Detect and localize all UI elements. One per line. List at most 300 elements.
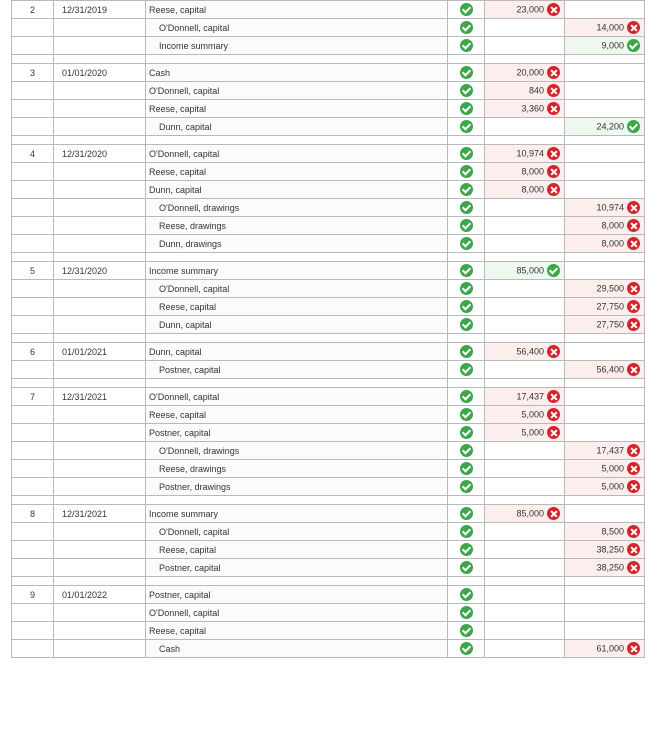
- account-select[interactable]: Postner, capital: [146, 586, 448, 604]
- credit-amount-input[interactable]: [565, 343, 645, 361]
- account-select[interactable]: Dunn, capital: [146, 316, 448, 334]
- spacer-cell: [12, 334, 54, 343]
- x-circle-icon: [547, 147, 560, 160]
- account-status-cell: [448, 235, 485, 253]
- x-circle-icon: [547, 165, 560, 178]
- account-status-cell: [448, 622, 485, 640]
- debit-amount-input[interactable]: [485, 145, 565, 163]
- journal-row: [12, 505, 645, 523]
- check-circle-icon: [627, 120, 640, 133]
- spacer-cell: [448, 577, 485, 586]
- account-select[interactable]: Postner, drawings: [146, 478, 448, 496]
- spacer-cell: [448, 379, 485, 388]
- spacer-cell: [54, 334, 146, 343]
- spacer-cell: [565, 55, 645, 64]
- x-circle-icon: [627, 480, 640, 493]
- credit-amount-input[interactable]: [565, 64, 645, 82]
- spacer-cell: [485, 55, 565, 64]
- account-select[interactable]: O'Donnell, capital: [146, 19, 448, 37]
- spacer-cell: [54, 577, 146, 586]
- spacer-cell: [12, 577, 54, 586]
- spacer-cell: [54, 136, 146, 145]
- spacer-row: [12, 577, 645, 586]
- credit-amount-input[interactable]: [565, 163, 645, 181]
- account-status-cell: [448, 442, 485, 460]
- entry-number: [12, 280, 54, 298]
- entry-date[interactable]: [54, 280, 146, 298]
- spacer-cell: [448, 253, 485, 262]
- account-select[interactable]: O'Donnell, capital: [146, 280, 448, 298]
- journal-row: [12, 1, 645, 19]
- spacer-cell: [54, 55, 146, 64]
- journal-row: [12, 163, 645, 181]
- check-circle-icon: [460, 345, 473, 358]
- entry-date[interactable]: [54, 541, 146, 559]
- debit-amount-input[interactable]: [485, 118, 565, 136]
- spacer-cell: [146, 496, 448, 505]
- entry-date[interactable]: [54, 523, 146, 541]
- check-circle-icon: [460, 408, 473, 421]
- debit-amount-input[interactable]: [485, 640, 565, 658]
- journal-row: [12, 361, 645, 379]
- check-circle-icon: [460, 642, 473, 655]
- account-select[interactable]: Income summary: [146, 262, 448, 280]
- spacer-cell: [146, 334, 448, 343]
- account-status-cell: [448, 343, 485, 361]
- check-circle-icon: [460, 525, 473, 538]
- x-circle-icon: [627, 318, 640, 331]
- account-select[interactable]: Reese, capital: [146, 163, 448, 181]
- account-status-cell: [448, 298, 485, 316]
- check-circle-icon: [460, 480, 473, 493]
- credit-amount-value: 24,200: [596, 121, 624, 132]
- credit-amount-input[interactable]: [565, 37, 645, 55]
- entry-date[interactable]: 12/31/2020: [54, 262, 146, 280]
- credit-amount-input[interactable]: [565, 586, 645, 604]
- entry-number: [12, 640, 54, 658]
- check-circle-icon: [460, 264, 473, 277]
- entry-date[interactable]: [54, 19, 146, 37]
- debit-amount-input[interactable]: [485, 1, 565, 19]
- journal-row: [12, 388, 645, 406]
- x-circle-icon: [547, 3, 560, 16]
- spacer-cell: [146, 136, 448, 145]
- credit-amount-value: 56,400: [596, 364, 624, 375]
- credit-amount-input[interactable]: [565, 604, 645, 622]
- debit-amount-input[interactable]: [485, 316, 565, 334]
- x-circle-icon: [547, 66, 560, 79]
- debit-amount-input[interactable]: [485, 163, 565, 181]
- entry-number: [12, 622, 54, 640]
- credit-amount-input[interactable]: [565, 199, 645, 217]
- debit-amount-input[interactable]: [485, 541, 565, 559]
- credit-amount-input[interactable]: [565, 505, 645, 523]
- entry-number: [12, 361, 54, 379]
- debit-amount-value: 56,400: [516, 346, 544, 357]
- spacer-cell: [485, 334, 565, 343]
- account-status-cell: [448, 145, 485, 163]
- debit-amount-input[interactable]: [485, 460, 565, 478]
- account-select[interactable]: O'Donnell, drawings: [146, 199, 448, 217]
- debit-amount-input[interactable]: [485, 388, 565, 406]
- debit-amount-input[interactable]: [485, 478, 565, 496]
- account-status-cell: [448, 163, 485, 181]
- entry-date[interactable]: [54, 442, 146, 460]
- debit-amount-input[interactable]: [485, 523, 565, 541]
- debit-amount-input[interactable]: [485, 262, 565, 280]
- credit-amount-value: 27,750: [596, 301, 624, 312]
- x-circle-icon: [627, 642, 640, 655]
- entry-number: [12, 406, 54, 424]
- check-circle-icon: [460, 84, 473, 97]
- account-select[interactable]: Dunn, capital: [146, 181, 448, 199]
- account-select[interactable]: Reese, capital: [146, 541, 448, 559]
- credit-amount-input[interactable]: [565, 622, 645, 640]
- account-select[interactable]: O'Donnell, capital: [146, 523, 448, 541]
- entry-number: [12, 316, 54, 334]
- journal-row: [12, 622, 645, 640]
- credit-amount-input[interactable]: [565, 361, 645, 379]
- spacer-cell: [565, 577, 645, 586]
- entry-number: [12, 478, 54, 496]
- account-status-cell: [448, 64, 485, 82]
- account-status-cell: [448, 82, 485, 100]
- spacer-row: [12, 253, 645, 262]
- x-circle-icon: [627, 300, 640, 313]
- entry-date[interactable]: [54, 478, 146, 496]
- debit-amount-input[interactable]: [485, 298, 565, 316]
- debit-amount-input[interactable]: [485, 235, 565, 253]
- account-select[interactable]: Reese, capital: [146, 622, 448, 640]
- entry-date[interactable]: 01/01/2022: [54, 586, 146, 604]
- journal-row: [12, 280, 645, 298]
- debit-amount-input[interactable]: [485, 19, 565, 37]
- credit-amount-input[interactable]: [565, 217, 645, 235]
- journal-row: [12, 217, 645, 235]
- credit-amount-value: 9,000: [601, 40, 624, 51]
- spacer-cell: [146, 55, 448, 64]
- credit-amount-input[interactable]: [565, 388, 645, 406]
- entry-number: [12, 235, 54, 253]
- spacer-cell: [485, 496, 565, 505]
- spacer-cell: [12, 379, 54, 388]
- debit-amount-input[interactable]: [485, 280, 565, 298]
- credit-amount-input[interactable]: [565, 559, 645, 577]
- x-circle-icon: [627, 525, 640, 538]
- journal-row: [12, 586, 645, 604]
- x-circle-icon: [627, 282, 640, 295]
- entry-number: 5: [12, 262, 54, 280]
- account-status-cell: [448, 541, 485, 559]
- journal-row: [12, 235, 645, 253]
- account-select[interactable]: Reese, drawings: [146, 460, 448, 478]
- journal-row: [12, 19, 645, 37]
- check-circle-icon: [460, 3, 473, 16]
- account-select[interactable]: Cash: [146, 64, 448, 82]
- credit-amount-input[interactable]: [565, 406, 645, 424]
- account-select[interactable]: Reese, capital: [146, 1, 448, 19]
- check-circle-icon: [460, 102, 473, 115]
- entry-date[interactable]: [54, 559, 146, 577]
- entry-number: [12, 118, 54, 136]
- account-select[interactable]: Income summary: [146, 37, 448, 55]
- entry-number: 8: [12, 505, 54, 523]
- entry-number: [12, 559, 54, 577]
- spacer-cell: [448, 55, 485, 64]
- debit-amount-input[interactable]: [485, 505, 565, 523]
- credit-amount-value: 8,000: [601, 220, 624, 231]
- entry-number: [12, 298, 54, 316]
- spacer-cell: [12, 496, 54, 505]
- spacer-cell: [485, 136, 565, 145]
- entry-date[interactable]: [54, 100, 146, 118]
- credit-amount-input[interactable]: [565, 298, 645, 316]
- credit-amount-input[interactable]: [565, 478, 645, 496]
- entry-date[interactable]: [54, 298, 146, 316]
- credit-amount-input[interactable]: [565, 100, 645, 118]
- entry-number: [12, 37, 54, 55]
- entry-number: [12, 442, 54, 460]
- debit-amount-value: 8,000: [521, 184, 544, 195]
- spacer-cell: [448, 136, 485, 145]
- spacer-cell: [146, 253, 448, 262]
- account-select[interactable]: Dunn, drawings: [146, 235, 448, 253]
- entry-date[interactable]: [54, 199, 146, 217]
- check-circle-icon: [627, 39, 640, 52]
- spacer-cell: [12, 253, 54, 262]
- check-circle-icon: [460, 444, 473, 457]
- debit-amount-input[interactable]: [485, 181, 565, 199]
- account-select[interactable]: O'Donnell, capital: [146, 388, 448, 406]
- entry-date[interactable]: [54, 361, 146, 379]
- entry-number: 4: [12, 145, 54, 163]
- spacer-cell: [565, 496, 645, 505]
- check-circle-icon: [460, 165, 473, 178]
- x-circle-icon: [627, 444, 640, 457]
- journal-body: [12, 1, 645, 658]
- entry-number: [12, 82, 54, 100]
- entry-date[interactable]: 12/31/2019: [54, 1, 146, 19]
- entry-date[interactable]: [54, 406, 146, 424]
- debit-amount-input[interactable]: [485, 604, 565, 622]
- account-status-cell: [448, 217, 485, 235]
- entry-number: 7: [12, 388, 54, 406]
- account-status-cell: [448, 604, 485, 622]
- account-status-cell: [448, 478, 485, 496]
- entry-date[interactable]: [54, 37, 146, 55]
- x-circle-icon: [627, 237, 640, 250]
- account-status-cell: [448, 19, 485, 37]
- account-select[interactable]: Cash: [146, 640, 448, 658]
- check-circle-icon: [460, 624, 473, 637]
- entry-number: [12, 541, 54, 559]
- journal-row: [12, 460, 645, 478]
- account-status-cell: [448, 37, 485, 55]
- account-select[interactable]: Reese, capital: [146, 298, 448, 316]
- check-circle-icon: [460, 300, 473, 313]
- credit-amount-input[interactable]: [565, 235, 645, 253]
- credit-amount-input[interactable]: [565, 262, 645, 280]
- entry-date[interactable]: [54, 163, 146, 181]
- x-circle-icon: [547, 507, 560, 520]
- account-select[interactable]: Income summary: [146, 505, 448, 523]
- account-select[interactable]: O'Donnell, capital: [146, 604, 448, 622]
- debit-amount-input[interactable]: [485, 559, 565, 577]
- spacer-row: [12, 334, 645, 343]
- debit-amount-input[interactable]: [485, 586, 565, 604]
- debit-amount-input[interactable]: [485, 442, 565, 460]
- credit-amount-input[interactable]: [565, 1, 645, 19]
- account-select[interactable]: Postner, capital: [146, 559, 448, 577]
- x-circle-icon: [547, 345, 560, 358]
- x-circle-icon: [547, 408, 560, 421]
- journal-row: [12, 559, 645, 577]
- journal-row: [12, 541, 645, 559]
- credit-amount-input[interactable]: [565, 460, 645, 478]
- debit-amount-input[interactable]: [485, 37, 565, 55]
- entry-date[interactable]: [54, 118, 146, 136]
- entry-date[interactable]: [54, 622, 146, 640]
- debit-amount-value: 23,000: [516, 4, 544, 15]
- debit-amount-input[interactable]: [485, 64, 565, 82]
- journal-row: [12, 406, 645, 424]
- check-circle-icon: [460, 318, 473, 331]
- credit-amount-value: 5,000: [601, 463, 624, 474]
- entry-number: [12, 163, 54, 181]
- account-status-cell: [448, 640, 485, 658]
- spacer-cell: [54, 253, 146, 262]
- account-select[interactable]: Reese, drawings: [146, 217, 448, 235]
- x-circle-icon: [627, 561, 640, 574]
- credit-amount-input[interactable]: [565, 118, 645, 136]
- account-status-cell: [448, 280, 485, 298]
- credit-amount-input[interactable]: [565, 442, 645, 460]
- check-circle-icon: [460, 21, 473, 34]
- debit-amount-value: 20,000: [516, 67, 544, 78]
- credit-amount-input[interactable]: [565, 181, 645, 199]
- credit-amount-input[interactable]: [565, 19, 645, 37]
- check-circle-icon: [460, 426, 473, 439]
- debit-amount-input[interactable]: [485, 217, 565, 235]
- entry-date[interactable]: [54, 235, 146, 253]
- credit-amount-value: 8,000: [601, 238, 624, 249]
- account-select[interactable]: Reese, capital: [146, 100, 448, 118]
- entry-number: 2: [12, 1, 54, 19]
- credit-amount-input[interactable]: [565, 640, 645, 658]
- entry-date[interactable]: [54, 604, 146, 622]
- account-select[interactable]: Postner, capital: [146, 424, 448, 442]
- debit-amount-input[interactable]: [485, 424, 565, 442]
- journal-row: [12, 298, 645, 316]
- account-select[interactable]: Reese, capital: [146, 406, 448, 424]
- spacer-cell: [12, 136, 54, 145]
- x-circle-icon: [627, 21, 640, 34]
- entry-number: [12, 424, 54, 442]
- debit-amount-value: 10,974: [516, 148, 544, 159]
- check-circle-icon: [460, 237, 473, 250]
- entry-date[interactable]: [54, 217, 146, 235]
- account-select[interactable]: Dunn, capital: [146, 343, 448, 361]
- entry-number: [12, 523, 54, 541]
- credit-amount-input[interactable]: [565, 541, 645, 559]
- entry-number: 6: [12, 343, 54, 361]
- entry-number: [12, 604, 54, 622]
- x-circle-icon: [547, 183, 560, 196]
- journal-row: [12, 64, 645, 82]
- debit-amount-input[interactable]: [485, 100, 565, 118]
- entry-date[interactable]: [54, 460, 146, 478]
- debit-amount-input[interactable]: [485, 622, 565, 640]
- debit-amount-value: 17,437: [516, 391, 544, 402]
- spacer-cell: [565, 136, 645, 145]
- entry-date[interactable]: [54, 316, 146, 334]
- account-status-cell: [448, 586, 485, 604]
- check-circle-icon: [460, 507, 473, 520]
- spacer-cell: [448, 334, 485, 343]
- entry-date[interactable]: [54, 181, 146, 199]
- entry-date[interactable]: [54, 82, 146, 100]
- entry-date[interactable]: 01/01/2021: [54, 343, 146, 361]
- account-select[interactable]: Dunn, capital: [146, 118, 448, 136]
- credit-amount-value: 17,437: [596, 445, 624, 456]
- credit-amount-input[interactable]: [565, 424, 645, 442]
- entry-date[interactable]: [54, 640, 146, 658]
- entry-number: [12, 460, 54, 478]
- account-status-cell: [448, 199, 485, 217]
- spacer-row: [12, 379, 645, 388]
- credit-amount-input[interactable]: [565, 280, 645, 298]
- credit-amount-value: 29,500: [596, 283, 624, 294]
- entry-number: [12, 217, 54, 235]
- credit-amount-input[interactable]: [565, 145, 645, 163]
- debit-amount-input[interactable]: [485, 82, 565, 100]
- journal-row: [12, 442, 645, 460]
- credit-amount-input[interactable]: [565, 316, 645, 334]
- journal-row: [12, 478, 645, 496]
- debit-amount-value: 840: [528, 85, 544, 96]
- debit-amount-input[interactable]: [485, 406, 565, 424]
- spacer-cell: [54, 496, 146, 505]
- credit-amount-input[interactable]: [565, 82, 645, 100]
- account-select[interactable]: O'Donnell, drawings: [146, 442, 448, 460]
- account-select[interactable]: O'Donnell, capital: [146, 145, 448, 163]
- debit-amount-input[interactable]: [485, 361, 565, 379]
- spacer-cell: [54, 379, 146, 388]
- spacer-cell: [485, 577, 565, 586]
- spacer-row: [12, 55, 645, 64]
- account-status-cell: [448, 1, 485, 19]
- debit-amount-input[interactable]: [485, 343, 565, 361]
- credit-amount-value: 10,974: [596, 202, 624, 213]
- spacer-cell: [565, 253, 645, 262]
- entry-date[interactable]: 12/31/2020: [54, 145, 146, 163]
- entry-date[interactable]: 12/31/2021: [54, 505, 146, 523]
- entry-date[interactable]: [54, 424, 146, 442]
- journal-row: [12, 37, 645, 55]
- account-status-cell: [448, 460, 485, 478]
- account-select[interactable]: Postner, capital: [146, 361, 448, 379]
- debit-amount-input[interactable]: [485, 199, 565, 217]
- credit-amount-input[interactable]: [565, 523, 645, 541]
- journal-row: [12, 424, 645, 442]
- entry-date[interactable]: 12/31/2021: [54, 388, 146, 406]
- entry-date[interactable]: 01/01/2020: [54, 64, 146, 82]
- journal-row: [12, 262, 645, 280]
- journal-row: [12, 118, 645, 136]
- journal-entry-table: [11, 0, 645, 658]
- account-select[interactable]: O'Donnell, capital: [146, 82, 448, 100]
- check-circle-icon: [460, 561, 473, 574]
